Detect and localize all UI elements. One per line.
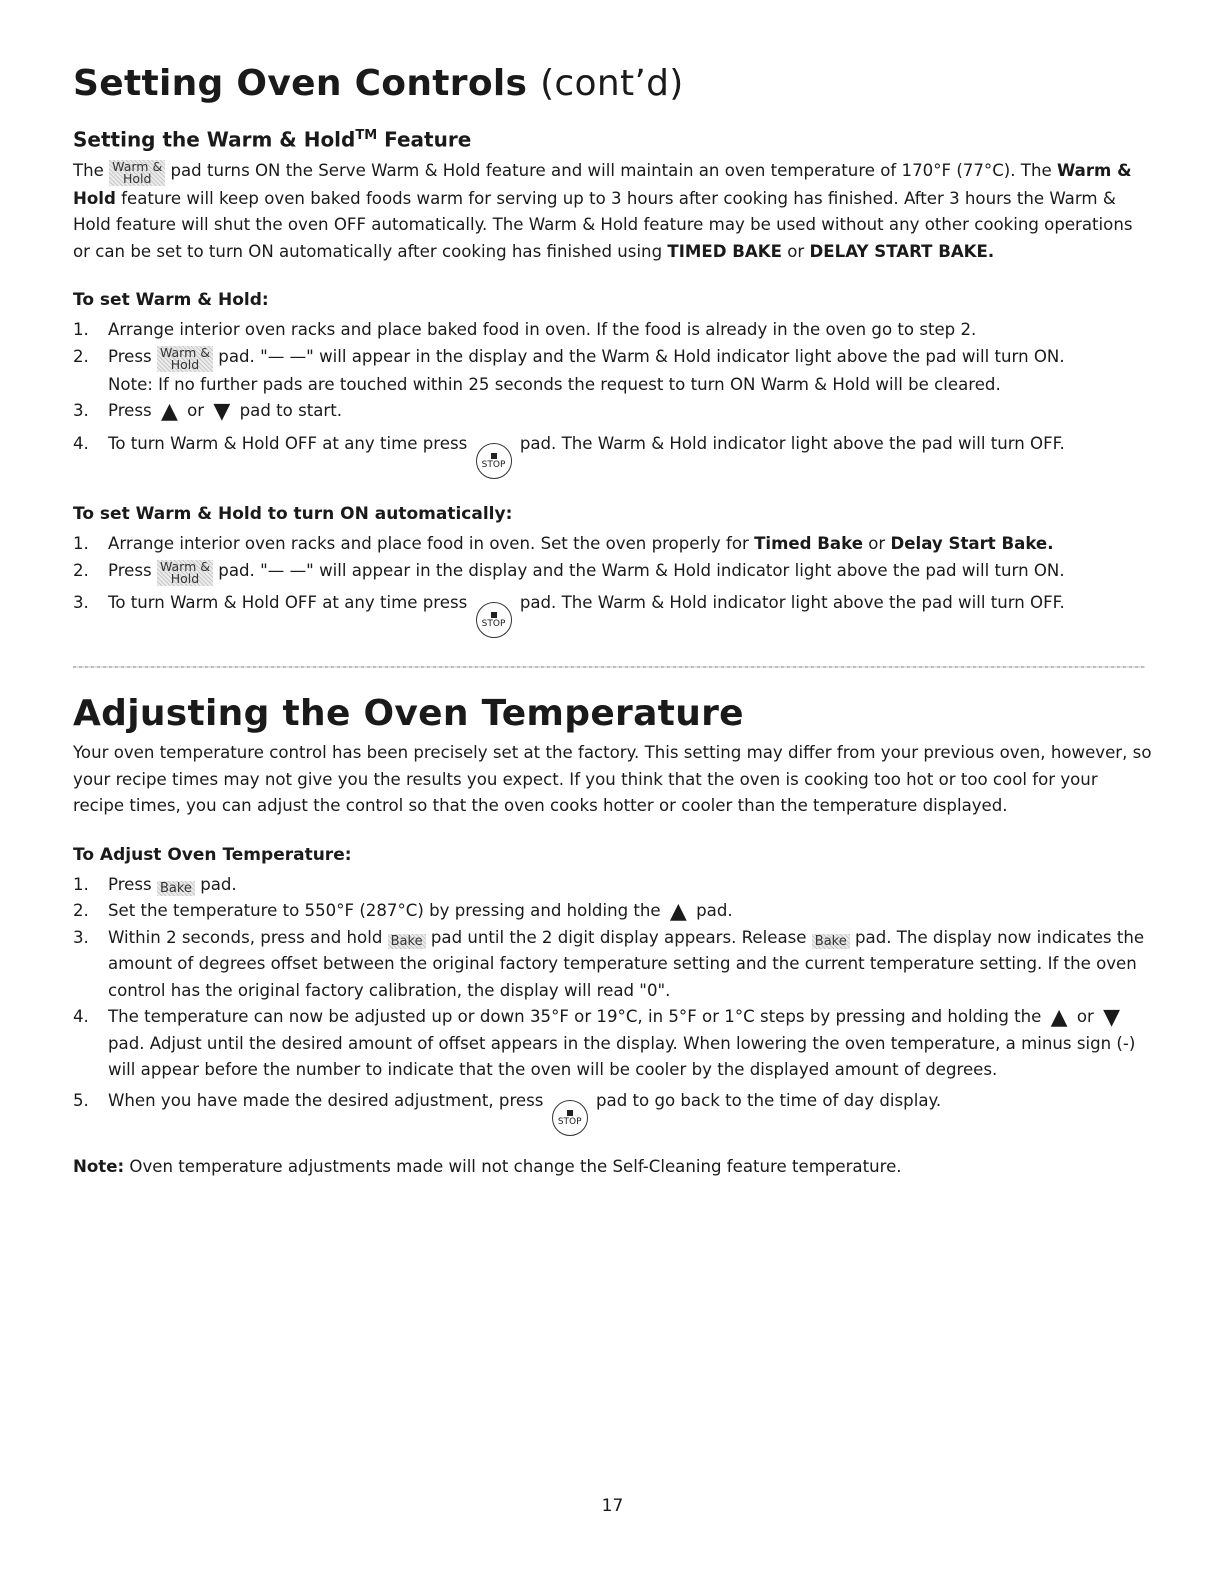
set-warm-hold-heading: To set Warm & Hold: bbox=[73, 290, 269, 311]
page-number: 17 bbox=[601, 1496, 624, 1516]
stop-pad-icon: STOP bbox=[476, 443, 512, 479]
stop-pad-icon: STOP bbox=[552, 1100, 588, 1136]
adjust-note: Note: Oven temperature adjustments made will not change the Self-Cleaning feature temperature. bbox=[73, 1157, 902, 1177]
list-item: 3. Within 2 seconds, press and hold Bake pad until the 2 digit display appears. Release Bake pad. The display now indicates the amount of degrees offset between the original factory temperature setting and the current temperature setting. If the oven control has the original factory calibration, the display will read "0". bbox=[73, 927, 1145, 1000]
list-item: 4. To turn Warm & Hold OFF at any time press STOP pad. The Warm & Hold indicator light above the pad will turn OFF. bbox=[73, 431, 1153, 480]
list-item: 4. The temperature can now be adjusted up or down 35°F or 19°C, in 5°F or 1°C steps by pressing and holding the ▲ or ▼ pad. Adjust until the desired amount of offset appears in the display. When lowering the oven temperature, a minus sign (-) will appear before the number to indicate that the oven will be cooler by the displayed amount of degrees. bbox=[73, 1005, 1136, 1080]
title-suffix: (cont’d) bbox=[540, 63, 684, 104]
list-item: 3. To turn Warm & Hold OFF at any time press STOP pad. The Warm & Hold indicator light above the pad will turn OFF. bbox=[73, 590, 1153, 639]
adjust-heading: To Adjust Oven Temperature: bbox=[73, 844, 352, 865]
warm-hold-intro: The Warm & Hold pad turns ON the Serve Warm & Hold feature and will maintain an oven temperature of 170°F (77°C). The Warm & Hold feature will keep oven baked foods warm for serving up to 3 hours after cooking has finished. After 3 hours the Warm & Hold feature will shut the oven OFF automatically. The Warm & Hold feature may be used without any other cooking operations or can be set to turn ON automatically after cooking has finished using TIMED BAKE or DELAY START BAKE. bbox=[73, 158, 1133, 261]
list-item: 2. Press Warm & Hold pad. "— —" will appear in the display and the Warm & Hold indicator light above the pad will turn ON. Note: If no further pads are touched within 25 seconds the request to turn ON Warm & Hold will be cleared. bbox=[73, 344, 1065, 394]
warm-hold-pad-icon: Warm & Hold bbox=[157, 346, 213, 372]
adjust-steps bbox=[73, 872, 1153, 1137]
up-arrow-icon: ▲ bbox=[160, 399, 178, 425]
bake-pad-icon: Bake bbox=[812, 934, 850, 949]
list-item: 3. Press ▲ or ▼ pad to start. bbox=[73, 399, 342, 425]
manual-page bbox=[73, 58, 1153, 1181]
list-item: 2. Press Warm & Hold pad. "— —" will appear in the display and the Warm & Hold indicator light above the pad will turn ON. bbox=[73, 558, 1065, 586]
list-item: 1. Arrange interior oven racks and place food in oven. Set the oven properly for Timed Bake or Delay Start Bake. bbox=[73, 534, 1054, 554]
list-item: 1. Press Bake pad. bbox=[73, 874, 237, 896]
page-title: Setting Oven Controls (cont’d) bbox=[73, 63, 684, 104]
warm-hold-pad-icon: Warm & Hold bbox=[109, 160, 165, 186]
section-divider bbox=[73, 666, 1145, 668]
stop-pad-icon: STOP bbox=[476, 602, 512, 638]
bake-pad-icon: Bake bbox=[157, 881, 195, 896]
down-arrow-icon: ▼ bbox=[213, 399, 231, 425]
warm-hold-pad-icon: Warm & Hold bbox=[157, 560, 213, 586]
warm-hold-heading: Setting the Warm & Hold™ Feature bbox=[73, 127, 472, 152]
adjust-intro: Your oven temperature control has been precisely set at the factory. This setting may differ from your previous oven, however, so your recipe times may not give you the results you expect. If you think that the oven is cooking too hot or too cool for your recipe times, you can adjust the control so that the oven cooks hotter or cooler than the temperature displayed. bbox=[73, 743, 1152, 816]
adjust-title: Adjusting the Oven Temperature bbox=[73, 693, 744, 735]
list-item: 1. Arrange interior oven racks and place baked food in oven. If the food is already in the oven go to step 2. bbox=[73, 320, 977, 340]
up-arrow-icon: ▲ bbox=[669, 899, 687, 925]
list-item: 5. When you have made the desired adjustment, press STOP pad to go back to the time of day display. bbox=[73, 1088, 1153, 1137]
set-warm-hold-steps bbox=[73, 317, 1153, 479]
auto-on-steps bbox=[73, 531, 1153, 638]
auto-on-heading: To set Warm & Hold to turn ON automatically: bbox=[73, 504, 513, 525]
down-arrow-icon: ▼ bbox=[1103, 1005, 1121, 1031]
bake-pad-icon: Bake bbox=[388, 934, 426, 949]
list-item: 2. Set the temperature to 550°F (287°C) by pressing and holding the ▲ pad. bbox=[73, 899, 733, 925]
up-arrow-icon: ▲ bbox=[1050, 1005, 1068, 1031]
